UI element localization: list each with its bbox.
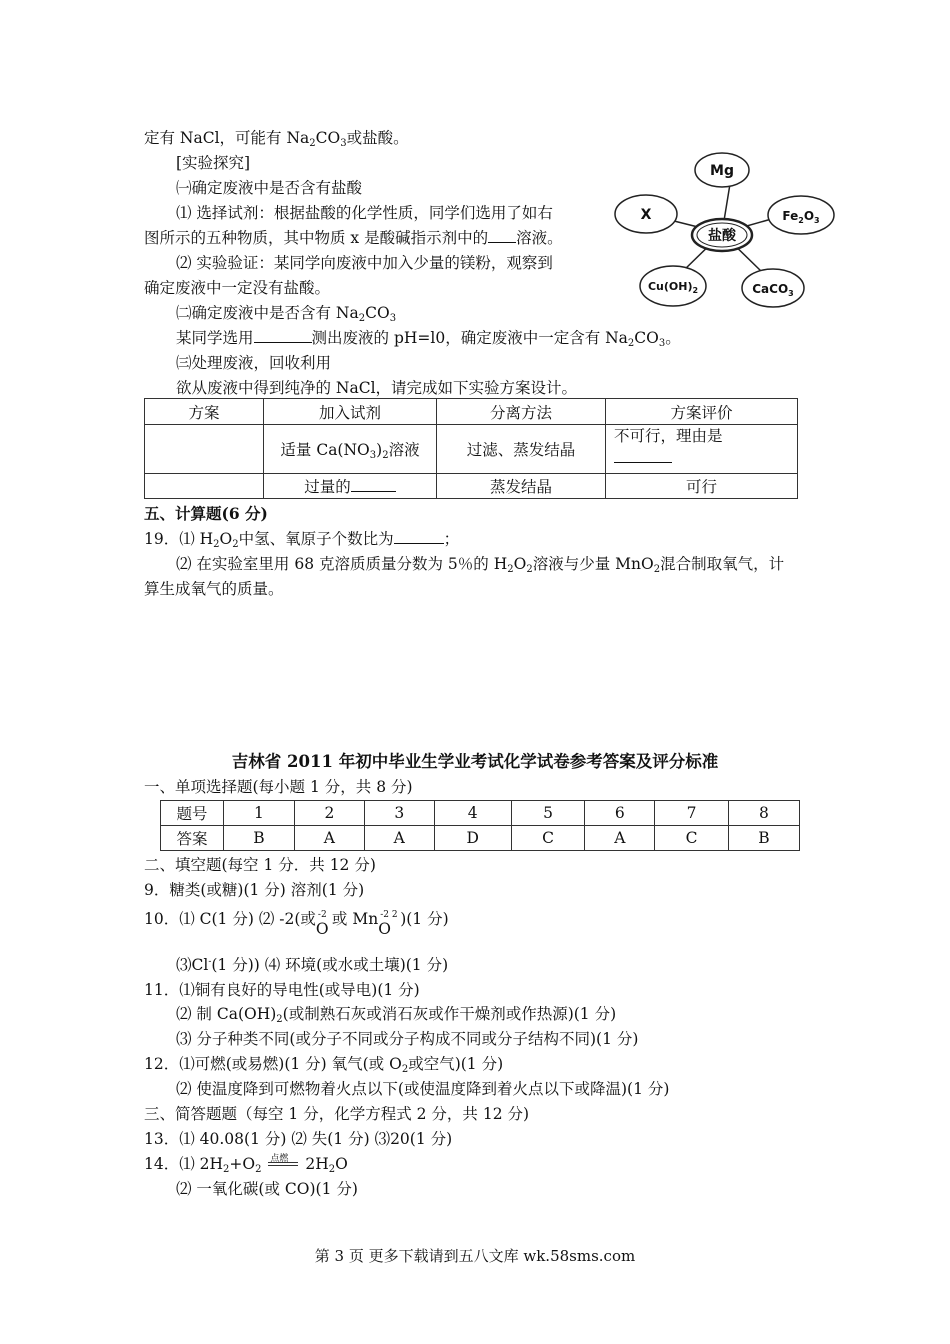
answer-table — [160, 800, 800, 851]
text: CO — [315, 129, 341, 147]
step2-heading: ㈡确定废液中是否含有 $Na_2CO_3$ — [176, 304, 397, 324]
text: 溶液。 — [516, 229, 563, 247]
text: 点燃 — [270, 1154, 289, 1164]
text: ⑵ 制 Ca(OH) — [176, 1005, 277, 1023]
answer-blank — [488, 228, 516, 243]
section-heading: 一、单项选择题(每小题 1 分，共 8 分) — [144, 778, 413, 796]
answer-line: ⑵ 使温度降到可燃物着火点以下(或使温度降到着火点以下或降温)(1 分) — [176, 1080, 670, 1098]
answer-line: ⑵ 制 $Ca(OH)_2$(或制熟石灰或消石灰或作干燥剂或作热源)(1 分) — [176, 1005, 617, 1025]
text: 或空气)(1 分) — [408, 1055, 504, 1073]
table-cell: 蒸发结晶 — [437, 474, 606, 499]
equals-line — [268, 1165, 298, 1166]
text: +O — [229, 1155, 256, 1173]
section-heading: 二、填空题(每空 1 分．共 12 分) — [144, 856, 376, 874]
label-cuoh2: $Cu(OH)_2$ — [647, 280, 699, 295]
table-cell: 可行 — [606, 474, 798, 499]
text: O — [219, 530, 233, 548]
answer-line: ⑶ 分子种类不同(或分子不同或分子构成不同或分子结构不同)(1 分) — [176, 1030, 639, 1048]
table-cell: C — [655, 826, 729, 851]
header-cell: 加入试剂 — [264, 399, 437, 425]
text: ； — [443, 530, 460, 548]
table-cell: 5 — [511, 801, 585, 826]
text-line — [144, 228, 563, 248]
text: 中氢、氧原子个数比为 — [238, 530, 394, 548]
table-cell: 4 — [434, 801, 511, 826]
text: )(1 分) — [400, 910, 449, 928]
text: ㈡确定废液中是否含有 Na — [176, 304, 359, 322]
text-line: 19．⑴ $H_2O_2$中氢、氧原子个数比为 ； — [144, 530, 460, 550]
text: - — [208, 957, 212, 967]
table-row — [161, 801, 800, 826]
text: O — [315, 920, 329, 938]
table-cell: 7 — [655, 801, 729, 826]
page-footer: 第 3 页 更多下载请到五八文库 wk.58sms.com — [314, 1247, 636, 1265]
text: ) — [376, 441, 383, 459]
text: -2 2 — [380, 910, 398, 920]
table-cell: 题号 — [161, 801, 224, 826]
text: 2H — [305, 1155, 329, 1173]
label-fe2o3: $Fe_2O_3$ — [782, 209, 820, 225]
answer-line — [176, 955, 448, 975]
plan-table — [144, 398, 798, 499]
text: 适量 Ca(NO — [280, 441, 370, 459]
text: 或盐酸。 — [346, 129, 409, 147]
text: 。 — [665, 329, 681, 347]
step1-heading: ㈠确定废液中是否含有盐酸 — [176, 179, 363, 197]
text: 溶液与少量 MnO — [532, 555, 654, 573]
answer-line: 9．糖类(或糖)(1 分) 溶剂(1 分) — [144, 881, 365, 899]
table-row — [145, 425, 798, 474]
table-cell: C — [511, 826, 585, 851]
answer-line — [144, 909, 449, 938]
text: 19．⑴ H — [144, 530, 214, 548]
table-cell: D — [434, 826, 511, 851]
table-cell: 过滤、蒸发结晶 — [437, 425, 606, 474]
text: 或 Mn — [331, 910, 379, 928]
text: 10．⑴ C(1 分) ⑵ -2(或 — [144, 910, 316, 928]
table-row — [161, 826, 800, 851]
step3-heading: ㈢处理废液，回收利用 — [176, 354, 332, 372]
text: 14．⑴ 2H — [144, 1155, 224, 1173]
text: 测出废液的 pH=l0，确定废液中一定含有 Na — [311, 329, 628, 347]
text: -2 — [317, 910, 327, 920]
text: 12．⑴可燃(或易燃)(1 分) 氧气(或 O — [144, 1055, 402, 1073]
hydrochloric-acid-diagram — [612, 148, 838, 310]
table-header-row — [145, 399, 798, 425]
text: 不可行，理由是 — [614, 427, 723, 445]
answer-blank — [394, 529, 444, 544]
header-cell: 方案 — [145, 399, 264, 425]
reaction-condition — [266, 1155, 300, 1169]
section-heading: 五、计算题(6 分) — [144, 504, 268, 523]
answer-line: 13．⑴ 40.08(1 分) ⑵ 失(1 分) ⑶20(1 分) — [144, 1130, 453, 1148]
header-cell: 方案评价 — [606, 399, 798, 425]
table-cell: A — [294, 826, 364, 851]
table-cell: 6 — [585, 801, 655, 826]
table-cell — [264, 474, 437, 499]
text-line: 某同学选用 测出废液的 pH=l0，确定废液中一定含有 $Na_2CO_3$。 — [176, 329, 681, 349]
table-cell: 2 — [294, 801, 364, 826]
label-x: X — [640, 207, 652, 223]
table-cell: 8 — [728, 801, 799, 826]
label-center: 盐酸 — [708, 228, 736, 244]
equals-line — [268, 1162, 298, 1163]
answer-blank — [351, 477, 396, 492]
header-cell: 分离方法 — [437, 399, 606, 425]
table-cell: 3 — [364, 801, 434, 826]
text: O — [378, 920, 391, 938]
table-cell — [145, 425, 264, 474]
answer-line: 11．⑴铜有良好的导电性(或导电)(1 分) — [144, 981, 420, 999]
text-line: 确定废液中一定没有盐酸。 — [144, 279, 331, 297]
text-line: ⑴ 选择试剂：根据盐酸的化学性质，同学们选用了如右 — [176, 204, 553, 222]
answer-line: 14．⑴ $2H_2+O_2$ 点燃 $2H_2O$ — [144, 1154, 348, 1174]
section-heading: 三、简答题题（每空 1 分，化学方程式 2 分，共 12 分) — [144, 1105, 530, 1123]
answer-line: ⑵ 一氧化碳(或 CO)(1 分) — [176, 1180, 358, 1198]
label-mg: Mg — [710, 163, 734, 179]
explore-heading: [实验探究] — [176, 154, 251, 172]
text: 某同学选用 — [176, 329, 254, 347]
answer-blank — [614, 448, 672, 463]
annotation — [378, 909, 400, 938]
text: ⑵ 在实验室里用 68 克溶质质量分数为 5％的 H — [176, 555, 508, 573]
text: 定有 NaCl，可能有 Na — [144, 129, 310, 147]
table-cell — [145, 474, 264, 499]
text: 图所示的五种物质，其中物质 x 是酸碱指示剂中的 — [144, 229, 489, 247]
answer-blank — [254, 328, 312, 343]
text-line: ⑵ 实验验证：某同学向废液中加入少量的镁粉，观察到 — [176, 254, 553, 272]
text: CO — [634, 329, 659, 347]
node-fe2o3 — [768, 196, 834, 234]
text: 混合制取氧气，计 — [660, 555, 785, 573]
text: ⑶Cl — [176, 956, 209, 974]
table-cell — [606, 425, 798, 474]
text: (1 分)) ⑷ 环境(或水或土壤)(1 分) — [211, 956, 449, 974]
answer-line: 12．⑴可燃(或易燃)(1 分) 氧气(或 $O_2$或空气)(1 分) — [144, 1055, 504, 1075]
table-cell: A — [585, 826, 655, 851]
text: 溶液 — [388, 441, 420, 459]
text: (或制熟石灰或消石灰或作干燥剂或作热源)(1 分) — [282, 1005, 617, 1023]
table-row — [145, 474, 798, 499]
text: O — [335, 1155, 348, 1173]
label-caco3: CaCO$_3$ — [752, 282, 794, 298]
table-cell: 答案 — [161, 826, 224, 851]
text-line: 欲从废液中得到纯净的 NaCl，请完成如下实验方案设计。 — [176, 379, 578, 397]
table-cell: B — [728, 826, 799, 851]
page-title: 吉林省 2011 年初中毕业生学业考试化学试卷参考答案及评分标准 — [231, 752, 719, 771]
text: 过量的 — [304, 478, 351, 496]
table-cell: 1 — [224, 801, 295, 826]
text-line: 算生成氧气的质量。 — [144, 580, 284, 598]
text-line: 定有 NaCl，可能有 $Na_2CO_3$或盐酸。 — [144, 129, 409, 149]
table-cell: A — [364, 826, 434, 851]
table-cell: B — [224, 826, 295, 851]
text-line: ⑵ 在实验室里用 68 克溶质质量分数为 5％的 $H_2O_2$溶液与少量 MnO$_2$混合制取氧气，计 — [176, 555, 785, 575]
table-cell: 适量 $Ca(NO_3)_2$溶液 — [264, 425, 437, 474]
text: O — [513, 555, 527, 573]
annotation — [315, 909, 332, 938]
text: CO — [365, 304, 390, 322]
